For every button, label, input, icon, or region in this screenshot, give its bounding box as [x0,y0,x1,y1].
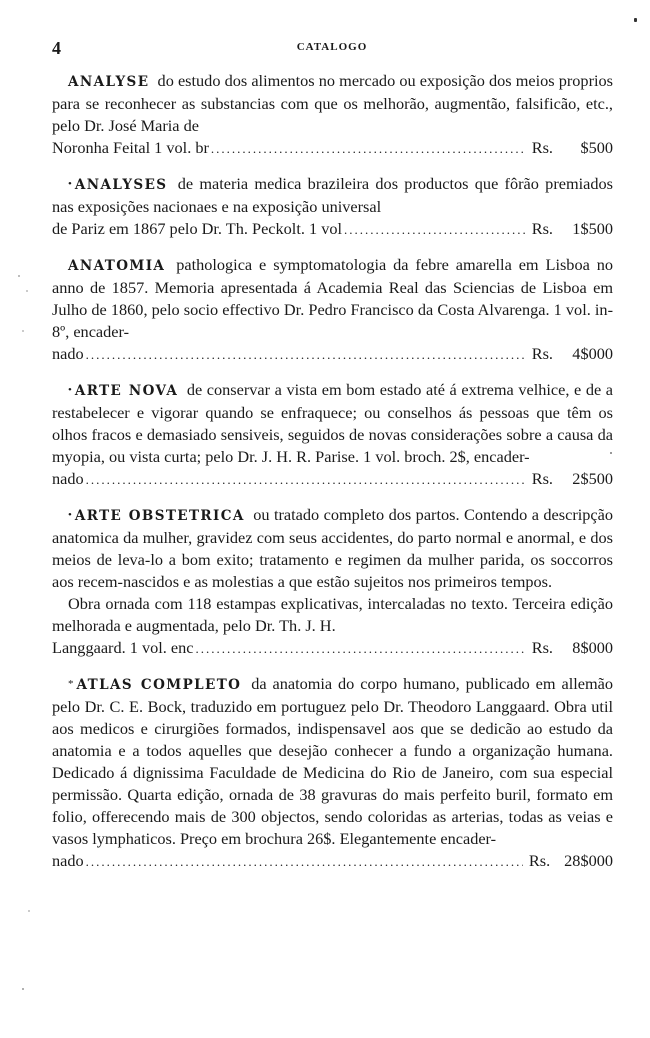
dot-leader [344,219,526,241]
price: 8$000 [572,638,613,657]
price-line [52,468,613,491]
currency-label: Rs. [531,138,553,157]
price-line-lead: Noronha Feital 1 vol. br [52,138,209,157]
scan-speck [18,275,20,277]
currency-label: Rs. [531,219,553,238]
scan-speck [26,290,28,292]
price-line-lead: nado [52,469,84,488]
entry-text: do estudo dos alimentos no mercado ou exposição dos meios proprios para se reconhecer as substancias com que os melhorão, augmentão, falsificão, etc., pelo Dr. José Maria de [52,71,613,135]
entry-text: de materia medica brazileira dos productos que fôrão premiados nas exposições nacionaes e na exposição universal [52,174,614,216]
star-marker-icon: * [68,678,74,690]
price-line-lead: nado [52,344,84,363]
running-title: CATALOGO [296,41,368,53]
entry-description [52,173,613,218]
price-line [52,637,613,660]
catalog-entry [52,70,613,160]
price-line-lead: Langgaard. 1 vol. enc [52,638,194,657]
currency-label: Rs. [531,469,553,488]
scan-speck [22,988,24,990]
catalog-entry [52,673,613,873]
scan-speck [634,18,637,22]
entry-description [52,673,613,850]
entry-description [52,70,613,137]
scan-speck [22,330,24,332]
dot-leader [86,851,523,873]
currency-label: Rs. [531,638,553,657]
dot-leader [86,469,526,491]
catalog-entry [52,254,613,366]
scan-speck [610,452,612,454]
price-line-lead: nado [52,851,84,870]
entry-description-continued: Obra ornada com 118 estampas explicativas, intercaladas no texto. Terceira edição melhorada e augmentada, pelo Dr. Th. J. H. [52,594,613,635]
entry-text: ou tratado completo dos partos. Contendo a descripção anatomica da mulher, gravidez com seus accidentes, do parto normal e anormal, e dos meios de leva-lo a bom exito; tratamento e regimen da mulher parida, os soccorros aos recem-nascidos e as molestias a que estão sujeitos nos primeiros tempos. [52,505,614,591]
catalog-body [52,70,613,886]
star-marker-icon: • [68,178,72,190]
price-line [52,218,613,241]
price: $500 [580,138,613,157]
entry-description [52,379,613,468]
scan-speck [28,910,30,912]
price: 28$000 [564,851,613,870]
entry-text: de conservar a vista em bom estado até á extrema velhice, e de a restabelecer e vigorar quando se enfraquece; ou conselhos ás pessoas que têm os olhos fracos e demasiado sensiveis, seguidos de novas considerações sobre a causa da myopia, ou vista curta; pelo Dr. J. H. R. Parise. 1 vol. broch. 2$, encader- [52,380,614,466]
price: 4$000 [572,344,613,363]
entry-description [52,504,613,593]
dot-leader [196,638,526,660]
currency-label: Rs. [531,344,553,363]
entry-headword: ARTE NOVA [74,383,179,399]
page-number: 4 [52,38,61,58]
price-line-lead: de Pariz em 1867 pelo Dr. Th. Peckolt. 1 vol [52,219,343,238]
price: 2$500 [572,469,613,488]
entry-text: pathologica e symptomatologia da febre amarella em Lisboa no anno de 1857. Memoria apresentada á Academia Real das Sciencias de Lisboa em Julho de 1860, pelo socio effectivo Dr. Pedro Francisco da Costa Alvarenga. 1 vol. in-8º, encader- [52,255,613,341]
catalog-entry [52,504,613,660]
entry-headword: ARTE OBSTETRICA [74,508,245,524]
entry-text: da anatomia do corpo humano, publicado em allemão pelo Dr. C. E. Bock, traduzido em portuguez pelo Dr. Theodoro Langgaard. Obra util aos medicos e cirurgiões formados, indispensavel aos que se dedicão ao estudo da anatomia e a todos aquelles que desejão conhecer a fundo a organização humana. Dedicado á dignissima Faculdade de Medicina do Rio de Janeiro, com sua especial permissão. Quarta edição, ornada de 38 gravuras do mais perfeito buril, formato em folio, offerecendo mais de 300 objectos, sendo coloridas as arterias, todas as veias e vasos lymphaticos. Preço em brochura 26$. Elegantemente encader- [52,674,613,848]
price: 1$500 [572,219,613,238]
page-header [52,38,612,60]
entry-headword: ATLAS COMPLETO [76,677,242,693]
entry-headword: ANALYSES [74,177,168,193]
price-line [52,343,613,366]
currency-label: Rs. [528,851,551,870]
star-marker-icon: • [68,509,72,521]
catalog-entry [52,379,613,491]
price-line [52,137,613,160]
price-line [52,850,613,873]
entry-description [52,254,613,343]
entry-headword: ANALYSE [68,74,150,90]
entry-headword: ANATOMIA [68,258,166,274]
dot-leader [86,344,526,366]
catalog-entry [52,173,613,241]
star-marker-icon: • [68,384,72,396]
dot-leader [211,138,526,160]
